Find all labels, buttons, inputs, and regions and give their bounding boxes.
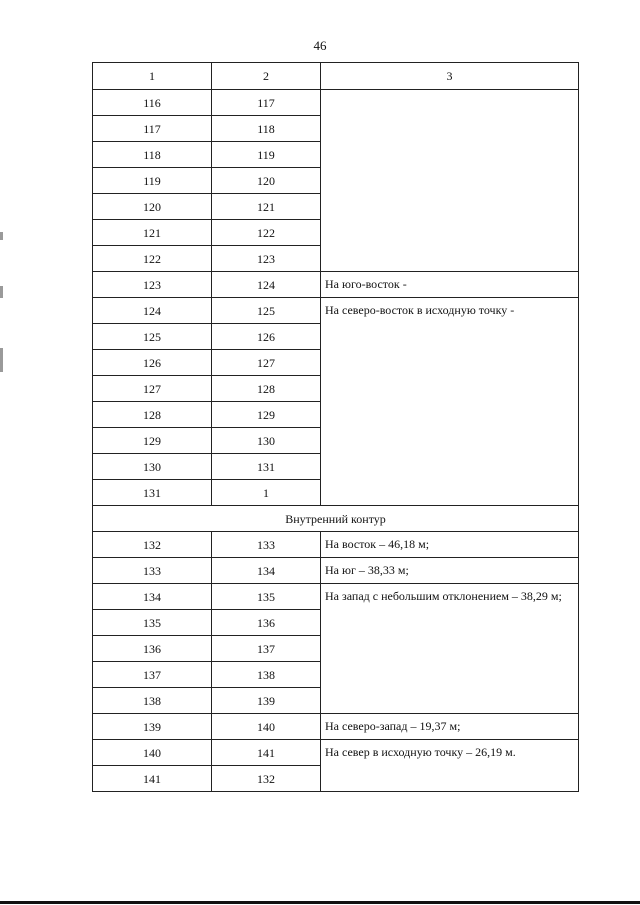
point-to: 138 [212,662,321,688]
scan-edge-mark [0,348,3,372]
table-row [93,90,579,116]
point-to: 120 [212,168,321,194]
point-to: 133 [212,532,321,558]
point-from: 137 [93,662,212,688]
header-col-1: 1 [93,63,212,90]
point-from: 122 [93,246,212,272]
point-from: 141 [93,766,212,792]
table-row [93,272,579,298]
point-from: 118 [93,142,212,168]
point-to: 127 [212,350,321,376]
section-title: Внутренний контур [93,506,579,532]
point-to: 125 [212,298,321,324]
point-from: 133 [93,558,212,584]
point-from: 136 [93,636,212,662]
point-from: 135 [93,610,212,636]
point-from: 119 [93,168,212,194]
direction-description: На северо-восток в исходную точку - [321,298,579,506]
point-from: 125 [93,324,212,350]
direction-description: На юго-восток - [321,272,579,298]
scan-edge-mark [0,232,3,240]
point-to: 117 [212,90,321,116]
point-to: 122 [212,220,321,246]
point-from: 139 [93,714,212,740]
point-to: 131 [212,454,321,480]
point-to: 118 [212,116,321,142]
point-to: 124 [212,272,321,298]
direction-description: На юг – 38,33 м; [321,558,579,584]
point-from: 126 [93,350,212,376]
point-from: 123 [93,272,212,298]
point-to: 139 [212,688,321,714]
point-to: 140 [212,714,321,740]
point-from: 129 [93,428,212,454]
table-row [93,558,579,584]
point-from: 120 [93,194,212,220]
table-row [93,532,579,558]
point-to: 128 [212,376,321,402]
point-to: 141 [212,740,321,766]
point-to: 121 [212,194,321,220]
header-col-3: 3 [321,63,579,90]
scan-bottom-edge [0,901,640,904]
point-from: 132 [93,532,212,558]
point-to: 136 [212,610,321,636]
point-to: 129 [212,402,321,428]
point-from: 134 [93,584,212,610]
point-to: 123 [212,246,321,272]
point-from: 131 [93,480,212,506]
point-to: 137 [212,636,321,662]
scan-edge-mark [0,286,3,298]
page-number: 46 [313,38,327,53]
point-from: 124 [93,298,212,324]
point-to: 134 [212,558,321,584]
boundary-table [92,62,579,792]
direction-description: На север в исходную точку – 26,19 м. [321,740,579,792]
point-from: 140 [93,740,212,766]
header-col-2: 2 [212,63,321,90]
point-from: 116 [93,90,212,116]
point-to: 119 [212,142,321,168]
point-from: 128 [93,402,212,428]
table-row [93,584,579,610]
table-row [93,714,579,740]
table-row [93,740,579,766]
point-from: 121 [93,220,212,246]
point-to: 135 [212,584,321,610]
direction-description [321,90,579,272]
table-row [93,298,579,324]
point-from: 130 [93,454,212,480]
point-to: 130 [212,428,321,454]
point-to: 1 [212,480,321,506]
direction-description: На запад с небольшим отклонением – 38,29 м; [321,584,579,714]
point-to: 132 [212,766,321,792]
point-from: 138 [93,688,212,714]
point-to: 126 [212,324,321,350]
section-row [93,506,579,532]
point-from: 127 [93,376,212,402]
direction-description: На восток – 46,18 м; [321,532,579,558]
point-from: 117 [93,116,212,142]
direction-description: На северо-запад – 19,37 м; [321,714,579,740]
header-row [93,63,579,90]
